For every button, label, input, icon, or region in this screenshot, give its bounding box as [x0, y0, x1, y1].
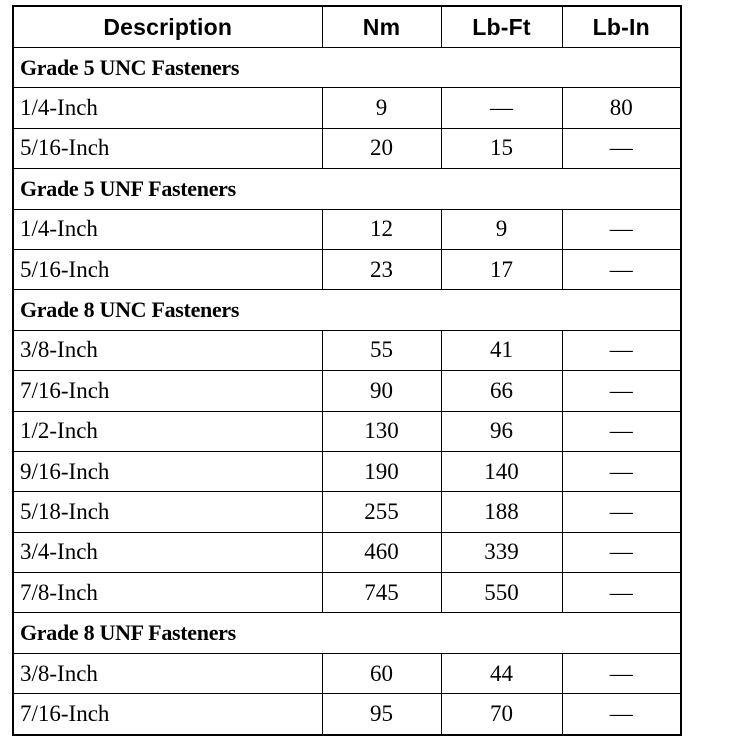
cell-nm: 60 — [322, 653, 441, 693]
cell-description: 3/8-Inch — [13, 653, 322, 693]
cell-description: 5/16-Inch — [13, 128, 322, 168]
cell-lb-ft: 550 — [441, 573, 562, 613]
table-row — [13, 451, 681, 491]
header-nm: Nm — [322, 6, 441, 48]
header-lb-ft: Lb-Ft — [441, 6, 562, 48]
cell-lb-in: — — [562, 653, 681, 693]
cell-nm: 23 — [322, 249, 441, 289]
cell-lb-ft: 44 — [441, 653, 562, 693]
cell-lb-in: — — [562, 532, 681, 572]
group-title: Grade 8 UNC Fasteners — [13, 290, 681, 330]
cell-nm: 90 — [322, 371, 441, 411]
table-row — [13, 371, 681, 411]
cell-lb-ft: 188 — [441, 492, 562, 532]
table-row — [13, 88, 681, 128]
cell-nm: 55 — [322, 330, 441, 370]
cell-description: 3/4-Inch — [13, 532, 322, 572]
table-row — [13, 411, 681, 451]
cell-nm: 9 — [322, 88, 441, 128]
cell-lb-in: — — [562, 209, 681, 249]
cell-lb-ft: 41 — [441, 330, 562, 370]
table-header — [13, 6, 681, 48]
torque-specification-table — [12, 5, 682, 736]
group-title: Grade 5 UNF Fasteners — [13, 169, 681, 209]
cell-description: 1/4-Inch — [13, 209, 322, 249]
cell-lb-in: — — [562, 492, 681, 532]
cell-nm: 460 — [322, 532, 441, 572]
table-row — [13, 128, 681, 168]
group-header-row — [13, 613, 681, 653]
cell-description: 7/8-Inch — [13, 573, 322, 613]
group-title: Grade 8 UNF Fasteners — [13, 613, 681, 653]
cell-lb-ft: 140 — [441, 451, 562, 491]
group-header-row — [13, 169, 681, 209]
header-lb-in: Lb-In — [562, 6, 681, 48]
cell-lb-in: — — [562, 249, 681, 289]
header-description: Description — [13, 6, 322, 48]
table-row — [13, 653, 681, 693]
cell-description: 1/2-Inch — [13, 411, 322, 451]
cell-lb-ft: 66 — [441, 371, 562, 411]
cell-lb-ft: 9 — [441, 209, 562, 249]
group-header-row — [13, 290, 681, 330]
cell-lb-ft: 15 — [441, 128, 562, 168]
cell-lb-ft: — — [441, 88, 562, 128]
group-header-row — [13, 48, 681, 88]
cell-lb-in: 80 — [562, 88, 681, 128]
cell-description: 7/16-Inch — [13, 371, 322, 411]
cell-description: 5/18-Inch — [13, 492, 322, 532]
cell-lb-in: — — [562, 330, 681, 370]
table-row — [13, 249, 681, 289]
cell-lb-in: — — [562, 371, 681, 411]
cell-nm: 20 — [322, 128, 441, 168]
cell-description: 7/16-Inch — [13, 694, 322, 735]
cell-lb-in: — — [562, 694, 681, 735]
cell-lb-in: — — [562, 411, 681, 451]
table-row — [13, 209, 681, 249]
cell-description: 5/16-Inch — [13, 249, 322, 289]
header-row — [13, 6, 681, 48]
cell-nm: 745 — [322, 573, 441, 613]
table-row — [13, 694, 681, 735]
cell-nm: 190 — [322, 451, 441, 491]
group-title: Grade 5 UNC Fasteners — [13, 48, 681, 88]
cell-lb-in: — — [562, 128, 681, 168]
table-body — [13, 48, 681, 735]
table-row — [13, 532, 681, 572]
cell-lb-in: — — [562, 451, 681, 491]
cell-nm: 95 — [322, 694, 441, 735]
cell-lb-ft: 339 — [441, 532, 562, 572]
cell-description: 3/8-Inch — [13, 330, 322, 370]
table-row — [13, 330, 681, 370]
cell-lb-ft: 17 — [441, 249, 562, 289]
cell-nm: 255 — [322, 492, 441, 532]
cell-description: 1/4-Inch — [13, 88, 322, 128]
table-row — [13, 492, 681, 532]
cell-nm: 12 — [322, 209, 441, 249]
cell-lb-ft: 96 — [441, 411, 562, 451]
cell-lb-ft: 70 — [441, 694, 562, 735]
cell-nm: 130 — [322, 411, 441, 451]
cell-description: 9/16-Inch — [13, 451, 322, 491]
cell-lb-in: — — [562, 573, 681, 613]
table-row — [13, 573, 681, 613]
